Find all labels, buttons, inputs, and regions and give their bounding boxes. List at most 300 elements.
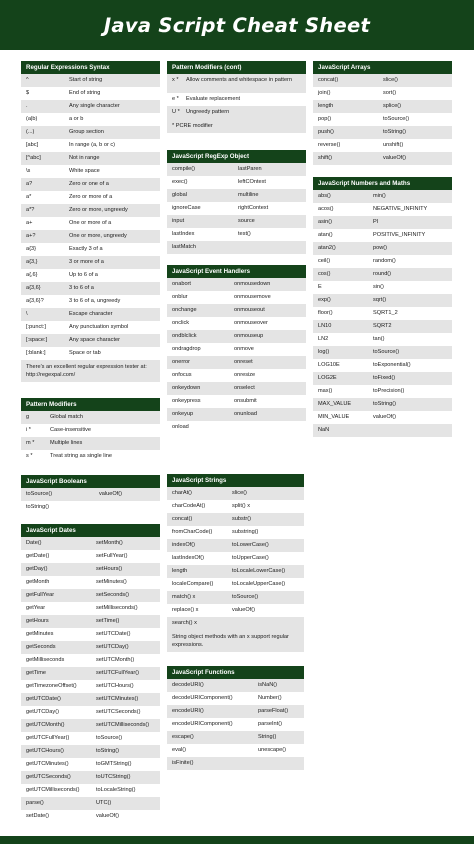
- cell-term: exec(): [172, 179, 188, 185]
- table-row: [313, 87, 452, 100]
- cell-term: getUTCDate(): [26, 696, 61, 702]
- cell-term: push(): [318, 129, 334, 135]
- cell-term: getTime: [26, 670, 46, 676]
- cell-term: getYear: [26, 605, 46, 611]
- cell-term: ignoreCase: [172, 205, 201, 211]
- cell-term: U *: [172, 109, 180, 115]
- cell-term: a{3,6}: [26, 285, 41, 291]
- cell-term: getMonth: [26, 579, 50, 585]
- table-row: [167, 291, 306, 304]
- cell-description: setUTCMinutes(): [96, 696, 139, 702]
- card-rows: [167, 278, 306, 434]
- cell-term: fromCharCode(): [172, 529, 213, 535]
- cell-term: onchange: [172, 307, 197, 313]
- table-row: [167, 421, 306, 434]
- cell-description: toFixed(): [373, 375, 396, 381]
- table-row: [21, 758, 160, 771]
- cell-description: multiline: [238, 192, 259, 198]
- cell-term: parse(): [26, 800, 44, 806]
- cell-description: toUpperCase(): [232, 555, 269, 561]
- table-row: [313, 307, 452, 320]
- card-rows: [21, 488, 160, 514]
- table-row: [21, 745, 160, 758]
- cell-term: Date(): [26, 540, 42, 546]
- footer-bar: [0, 836, 474, 844]
- cell-description: split() x: [232, 503, 251, 509]
- cell-description: setUTCDate(): [96, 631, 131, 637]
- cell-description: onunload: [234, 411, 258, 417]
- cell-description: onmouseout: [234, 307, 265, 313]
- table-row: [21, 589, 160, 602]
- cell-description: POSITIVE_INFINITY: [373, 232, 426, 238]
- cell-term: compile(): [172, 166, 196, 172]
- table-row: [21, 87, 160, 100]
- table-row: [21, 641, 160, 654]
- table-row: [167, 565, 304, 578]
- table-row: [21, 139, 160, 152]
- table-row: [21, 191, 160, 204]
- cell-description: In range (a, b or c): [69, 142, 116, 148]
- cell-term: onkeypress: [172, 398, 201, 404]
- card-header: Pattern Modifiers (cont): [167, 61, 306, 74]
- cell-term: .: [26, 103, 28, 109]
- cell-description: onmove: [234, 346, 254, 352]
- cell-term: max(): [318, 388, 333, 394]
- cell-description: [373, 424, 452, 437]
- table-row: [167, 539, 304, 552]
- cell-description: parseFloat(): [258, 708, 289, 714]
- cell-description: Zero or more, ungreedy: [69, 207, 128, 213]
- table-row: [313, 268, 452, 281]
- table-row: [313, 333, 452, 346]
- table-row: [21, 308, 160, 321]
- cell-term: onkeyup: [172, 411, 194, 417]
- table-row: [167, 731, 304, 744]
- cell-term: escape(): [172, 734, 194, 740]
- cell-description: One or more, ungreedy: [69, 233, 127, 239]
- table-row: [313, 411, 452, 424]
- cell-description: End of string: [69, 90, 101, 96]
- cell-description: Exactly 3 of a: [69, 246, 103, 252]
- cell-term: onkeydown: [172, 385, 201, 391]
- cell-description: Group section: [69, 129, 104, 135]
- cell-description: toLocaleString(): [96, 787, 136, 793]
- table-row: [21, 488, 160, 501]
- cell-description: toPrecision(): [373, 388, 405, 394]
- card-header: JavaScript Numbers and Maths: [313, 177, 452, 190]
- card-event-handlers: [167, 265, 306, 434]
- card-header: JavaScript Event Handlers: [167, 265, 306, 278]
- cell-description: onsubmit: [234, 398, 257, 404]
- cell-term: [:blank:]: [26, 350, 46, 356]
- card-rows: [313, 74, 452, 165]
- table-row: [313, 203, 452, 216]
- cell-term: getUTCHours(): [26, 748, 64, 754]
- cell-description: pow(): [373, 245, 387, 251]
- cell-description: valueOf(): [96, 813, 120, 819]
- cell-term: toSource(): [26, 491, 53, 497]
- cell-description: a or b: [69, 116, 84, 122]
- cell-description: String(): [258, 734, 277, 740]
- cell-term: getSeconds: [26, 644, 56, 650]
- cell-term: [:space:]: [26, 337, 48, 343]
- cell-term: localeCompare(): [172, 581, 214, 587]
- cell-description: onmousemove: [234, 294, 271, 300]
- cell-term: [^abc]: [26, 155, 41, 161]
- cell-term: acos(): [318, 206, 334, 212]
- table-row: [167, 74, 306, 93]
- table-row: [21, 437, 160, 450]
- table-row: [313, 74, 452, 87]
- cell-term: a{,6}: [26, 272, 38, 278]
- cell-description: Case-insensitive: [50, 427, 92, 433]
- cell-description: SQRT1_2: [373, 310, 398, 316]
- cell-description: 3 to 6 of a, ungreedy: [69, 298, 121, 304]
- table-row: [167, 304, 306, 317]
- table-row: [313, 126, 452, 139]
- table-row: [167, 718, 304, 731]
- cell-description: Evaluate replacement: [186, 96, 241, 102]
- page-title: Java Script Cheat Sheet: [0, 0, 474, 50]
- card-regex: [21, 61, 160, 382]
- cell-term: decodeURIComponent(): [172, 695, 233, 701]
- table-row: [313, 424, 452, 437]
- table-row: [167, 487, 304, 500]
- table-row: [21, 771, 160, 784]
- cell-term: a{3,}: [26, 259, 38, 265]
- table-row: [167, 679, 304, 692]
- table-row: [167, 395, 306, 408]
- table-row: [21, 680, 160, 693]
- cell-description: 3 or more of a: [69, 259, 104, 265]
- table-row: [21, 165, 160, 178]
- table-row: [21, 450, 160, 463]
- table-row: [167, 526, 304, 539]
- cell-term: setDate(): [26, 813, 50, 819]
- cell-term: ceil(): [318, 258, 331, 264]
- cell-description: isNaN(): [258, 682, 277, 688]
- cell-description: setFullYear(): [96, 553, 128, 559]
- table-row: [167, 317, 306, 330]
- cell-description: setTime(): [96, 618, 120, 624]
- cell-term: join(): [318, 90, 331, 96]
- cell-description: One or more of a: [69, 220, 112, 226]
- card-note: * PCRE modifier: [167, 119, 306, 133]
- table-row: [21, 126, 160, 139]
- cell-description: Multiple lines: [50, 440, 83, 446]
- cell-description: [99, 501, 160, 514]
- table-row: [167, 692, 304, 705]
- card-rows: [21, 74, 160, 360]
- table-row: [21, 667, 160, 680]
- cell-term: atan2(): [318, 245, 336, 251]
- table-row: [167, 215, 306, 228]
- cell-description: 3 to 6 of a: [69, 285, 94, 291]
- cell-term: ondragdrop: [172, 346, 201, 352]
- cell-term: reverse(): [318, 142, 341, 148]
- cell-description: min(): [373, 193, 386, 199]
- card-header: JavaScript Dates: [21, 524, 160, 537]
- cell-term: atan(): [318, 232, 333, 238]
- cell-term: MIN_VALUE: [318, 414, 350, 420]
- cell-term: onload: [172, 424, 189, 430]
- cell-description: SQRT2: [373, 323, 392, 329]
- card-header: JavaScript Strings: [167, 474, 304, 487]
- table-row: [21, 217, 160, 230]
- card-rows: [21, 411, 160, 463]
- table-row: [21, 204, 160, 217]
- cell-description: White space: [69, 168, 100, 174]
- cell-description: unshift(): [383, 142, 404, 148]
- cell-term: onclick: [172, 320, 190, 326]
- cell-term: getUTCSeconds(): [26, 774, 71, 780]
- cell-description: toUTCString(): [96, 774, 131, 780]
- cell-description: rightContext: [238, 205, 269, 211]
- table-row: [21, 334, 160, 347]
- table-row: [21, 100, 160, 113]
- cell-term: NaN: [318, 427, 330, 433]
- cell-description: Zero or more of a: [69, 194, 113, 200]
- table-row: [313, 242, 452, 255]
- cell-term: getHours: [26, 618, 49, 624]
- table-row: [313, 113, 452, 126]
- table-row: [21, 74, 160, 87]
- card-strings: [167, 474, 304, 652]
- table-row: [21, 347, 160, 360]
- cell-term: global: [172, 192, 187, 198]
- card-functions: [167, 666, 304, 770]
- cell-description: toString(): [96, 748, 120, 754]
- cell-description: toSource(): [96, 735, 123, 741]
- table-row: [21, 113, 160, 126]
- cell-term: getDate(): [26, 553, 50, 559]
- cell-term: x *: [172, 77, 179, 83]
- cell-term: floor(): [318, 310, 333, 316]
- cell-term: a+: [26, 220, 33, 226]
- cell-term: $: [26, 90, 30, 96]
- cell-term: getUTCMonth(): [26, 722, 65, 728]
- cell-term: getMilliseconds: [26, 657, 65, 663]
- cell-description: onmouseover: [234, 320, 268, 326]
- table-row: [21, 654, 160, 667]
- table-row: [167, 552, 304, 565]
- cell-term: indexOf(): [172, 542, 196, 548]
- cell-description: onreset: [234, 359, 253, 365]
- cell-term: concat(): [318, 77, 339, 83]
- table-row: [167, 176, 306, 189]
- cell-description: test(): [238, 231, 251, 237]
- cell-description: splice(): [383, 103, 402, 109]
- table-row: [167, 757, 304, 770]
- card-rows: [167, 163, 306, 254]
- cell-term: onabort: [172, 281, 191, 287]
- cell-description: source: [238, 218, 255, 224]
- card-note: String object methods with an x support regular expressions.: [167, 630, 304, 652]
- table-row: [21, 243, 160, 256]
- table-row: [21, 563, 160, 576]
- cell-term: onblur: [172, 294, 188, 300]
- cell-description: substring(): [232, 529, 259, 535]
- table-row: [21, 706, 160, 719]
- cell-term: lastIndexOf(): [172, 555, 205, 561]
- cell-term: encodeURI(): [172, 708, 204, 714]
- cell-description: Treat string as single line: [50, 453, 112, 459]
- table-row: [21, 576, 160, 589]
- table-row: [167, 744, 304, 757]
- cell-term: abs(): [318, 193, 331, 199]
- cell-term: [abc]: [26, 142, 39, 148]
- cell-term: LN2: [318, 336, 329, 342]
- table-row: [21, 550, 160, 563]
- cell-term: shift(): [318, 155, 332, 161]
- cell-term: getUTCDay(): [26, 709, 59, 715]
- cell-term: getUTCMinutes(): [26, 761, 69, 767]
- cell-description: substr(): [232, 516, 251, 522]
- table-row: [21, 411, 160, 424]
- cell-description: [258, 757, 304, 770]
- cell-term: m *: [26, 440, 35, 446]
- cell-description: setUTCMilliseconds(): [96, 722, 150, 728]
- cell-term: encodeURIComponent(): [172, 721, 233, 727]
- cell-term: replace() x: [172, 607, 199, 613]
- cell-term: pop(): [318, 116, 332, 122]
- table-row: [313, 216, 452, 229]
- card-rows: [313, 190, 452, 437]
- card-dates: [21, 524, 160, 823]
- cell-description: [234, 421, 306, 434]
- cell-term: match() x: [172, 594, 196, 600]
- card-pattern-modifiers-cont: [167, 61, 306, 133]
- cell-term: LOG10E: [318, 362, 340, 368]
- cell-description: valueOf(): [232, 607, 256, 613]
- cell-term: log(): [318, 349, 330, 355]
- table-row: [313, 385, 452, 398]
- cell-description: onmouseup: [234, 333, 264, 339]
- card-rows: [167, 679, 304, 770]
- table-row: [313, 190, 452, 203]
- table-row: [167, 228, 306, 241]
- cell-description: slice(): [383, 77, 398, 83]
- cell-description: toSource(): [383, 116, 410, 122]
- cell-description: setUTCDay(): [96, 644, 129, 650]
- cell-term: LOG2E: [318, 375, 337, 381]
- cell-description: [232, 617, 304, 630]
- cell-description: toSource(): [373, 349, 400, 355]
- cell-description: Zero or one of a: [69, 181, 109, 187]
- cell-term: a*: [26, 194, 32, 200]
- cell-description: valueOf(): [373, 414, 397, 420]
- cell-term: E: [318, 284, 322, 290]
- table-row: [167, 356, 306, 369]
- cell-description: Any space character: [69, 337, 120, 343]
- cell-description: Up to 6 of a: [69, 272, 98, 278]
- cell-term: LN10: [318, 323, 332, 329]
- cell-description: setMonth(): [96, 540, 123, 546]
- cell-description: Ungreedy pattern: [186, 109, 230, 115]
- table-row: [21, 282, 160, 295]
- cell-term: ondblclick: [172, 333, 197, 339]
- cell-term: charAt(): [172, 490, 192, 496]
- cell-description: setHours(): [96, 566, 123, 572]
- cell-description: UTC(): [96, 800, 112, 806]
- table-row: [21, 615, 160, 628]
- cell-term: isFinite(): [172, 760, 194, 766]
- cell-description: toGMTString(): [96, 761, 132, 767]
- cell-term: getFullYear: [26, 592, 55, 598]
- cell-description: toLowerCase(): [232, 542, 269, 548]
- table-row: [167, 241, 306, 254]
- card-arrays: [313, 61, 452, 165]
- cell-term: length: [318, 103, 334, 109]
- cell-term: ^: [26, 77, 29, 83]
- cell-description: Allow comments and whitespace in pattern: [186, 77, 293, 83]
- cell-term: exp(): [318, 297, 331, 303]
- table-row: [313, 281, 452, 294]
- table-row: [167, 604, 304, 617]
- table-row: [167, 189, 306, 202]
- table-row: [313, 255, 452, 268]
- card-pattern-modifiers: [21, 398, 160, 463]
- cell-term: lastIndex: [172, 231, 195, 237]
- cell-description: random(): [373, 258, 396, 264]
- cell-term: charCodeAt(): [172, 503, 206, 509]
- cell-description: Space or tab: [69, 350, 101, 356]
- cell-term: onerror: [172, 359, 191, 365]
- cell-description: Escape character: [69, 311, 113, 317]
- table-row: [21, 602, 160, 615]
- table-row: [313, 294, 452, 307]
- cell-description: slice(): [232, 490, 247, 496]
- table-row: [167, 202, 306, 215]
- card-rows: [21, 537, 160, 823]
- table-row: [21, 810, 160, 823]
- cell-description: tan(): [373, 336, 385, 342]
- cell-description: setUTCMonth(): [96, 657, 135, 663]
- cell-term: length: [172, 568, 188, 574]
- cell-description: Any single character: [69, 103, 120, 109]
- table-row: [167, 382, 306, 395]
- cell-description: toString(): [383, 129, 407, 135]
- card-numbers: [313, 177, 452, 437]
- table-row: [167, 408, 306, 421]
- cell-term: lastMatch: [172, 244, 196, 250]
- table-row: [21, 784, 160, 797]
- cell-description: toLocaleLowerCase(): [232, 568, 286, 574]
- table-row: [167, 93, 306, 106]
- table-row: [167, 163, 306, 176]
- card-rows: [167, 74, 306, 119]
- cell-term: eval(): [172, 747, 186, 753]
- cell-description: Not in range: [69, 155, 100, 161]
- cell-term: [:punct:]: [26, 324, 46, 330]
- table-row: [313, 320, 452, 333]
- table-row: [21, 295, 160, 308]
- cell-description: setSeconds(): [96, 592, 129, 598]
- card-regexp-object: [167, 150, 306, 254]
- cell-description: Any punctuation symbol: [69, 324, 129, 330]
- table-row: [313, 229, 452, 242]
- card-header: JavaScript Arrays: [313, 61, 452, 74]
- cell-description: Global match: [50, 414, 83, 420]
- cell-description: valueOf(): [99, 491, 123, 497]
- table-row: [313, 359, 452, 372]
- cell-description: parseInt(): [258, 721, 282, 727]
- table-row: [167, 617, 304, 630]
- cell-description: leftCOntext: [238, 179, 266, 185]
- table-row: [167, 369, 306, 382]
- table-row: [167, 500, 304, 513]
- cell-description: setUTCSeconds(): [96, 709, 141, 715]
